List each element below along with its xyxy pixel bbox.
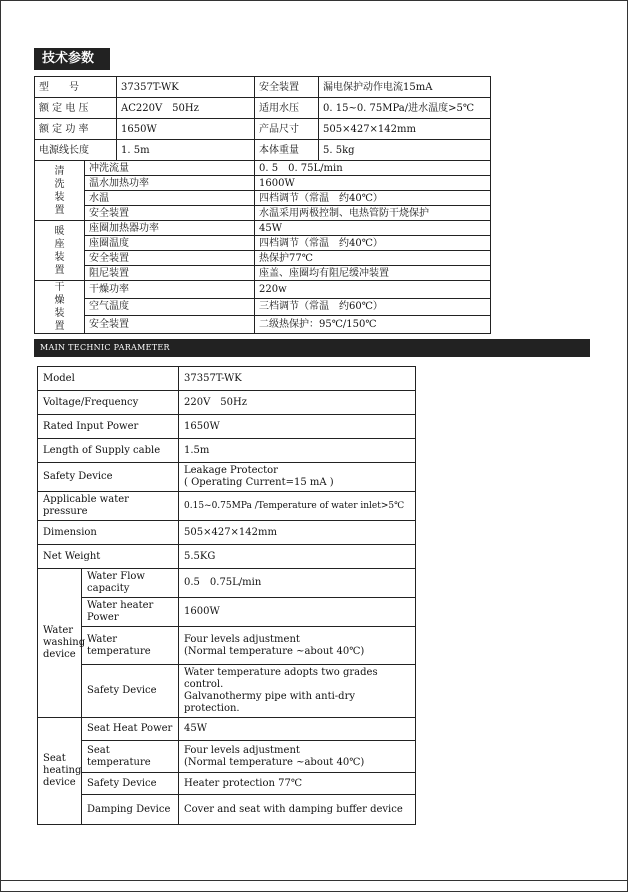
- cell-value: 505×427×142mm: [319, 119, 491, 140]
- table-row: [35, 176, 491, 191]
- cell-label: 产品尺寸: [255, 119, 319, 140]
- table-row: [38, 463, 416, 492]
- cell-value: 5.5KG: [179, 545, 416, 569]
- table-row: [38, 569, 416, 598]
- cell-label: 冲洗流量: [85, 161, 255, 176]
- cell-value: 水温采用两极控制、电热管防干烧保护: [255, 206, 491, 221]
- cell-value: 220V 50Hz: [179, 391, 416, 415]
- cell-label: 适用水压: [255, 98, 319, 119]
- cell-label: 本体重量: [255, 140, 319, 161]
- table-row: [35, 206, 491, 221]
- cell-value: 5. 5kg: [319, 140, 491, 161]
- table-row: [38, 773, 416, 795]
- cell-value: 505×427×142mm: [179, 521, 416, 545]
- cell-label: Seat temperature: [82, 741, 179, 773]
- cell-value: 45W: [255, 221, 491, 236]
- cell-value: 0.5 0.75L/min: [179, 569, 416, 598]
- cell-label-line: pressure: [43, 506, 88, 517]
- table-row: [35, 316, 491, 334]
- group-label-line: Seat: [43, 753, 66, 764]
- group-label-line: device: [43, 777, 76, 788]
- cell-value: 0. 5 0. 75L/min: [255, 161, 491, 176]
- cell-label: Damping Device: [82, 795, 179, 825]
- cell-value: 1600W: [179, 598, 416, 627]
- cell-label: Voltage/Frequency: [38, 391, 179, 415]
- group-label-line: heating: [43, 765, 82, 776]
- cell-value: 37357T-WK: [179, 367, 416, 391]
- cell-label: 座圈温度: [85, 236, 255, 251]
- table-row: [35, 236, 491, 251]
- cell-value: 漏电保护动作电流15mA: [319, 77, 491, 98]
- table-row: [35, 98, 491, 119]
- cell-label: 温水加热功率: [85, 176, 255, 191]
- cell-value-line: (Normal temperature ~about 40℃): [184, 645, 365, 657]
- table-row: [35, 221, 491, 236]
- cell-value-line: Water temperature adopts two grades control.: [184, 667, 378, 690]
- cell-label: Rated Input Power: [38, 415, 179, 439]
- cell-label: Dimension: [38, 521, 179, 545]
- table-row: [38, 367, 416, 391]
- cell-label-line: Applicable water: [43, 494, 129, 505]
- cell-label: 座圈加热器功率: [85, 221, 255, 236]
- cell-label: 空气温度: [85, 298, 255, 316]
- table-row: [38, 718, 416, 741]
- table-row: [38, 598, 416, 627]
- cell-value: 1650W: [117, 119, 255, 140]
- group-label-line: washing: [43, 637, 86, 648]
- cell-value: Heater protection 77℃: [179, 773, 416, 795]
- cell-label: 安全装置: [85, 206, 255, 221]
- table-row: [38, 795, 416, 825]
- group-label-seat-heating: [38, 718, 82, 825]
- group-label-line: Water: [43, 625, 74, 636]
- cell-value-line: Four levels adjustment: [184, 744, 300, 756]
- cell-label: Model: [38, 367, 179, 391]
- table-row: [35, 161, 491, 176]
- cell-value-line: Leakage Protector: [184, 465, 278, 476]
- table-row: [38, 627, 416, 665]
- cell-label: Safety Device: [82, 773, 179, 795]
- cell-value: [179, 627, 416, 665]
- table-row: [35, 298, 491, 316]
- cell-label: Seat Heat Power: [82, 718, 179, 741]
- table-row: [35, 281, 491, 299]
- cell-label: Length of Supply cable: [38, 439, 179, 463]
- cell-label: 额 定 电 压: [35, 98, 117, 119]
- cell-value: 四档调节（常温 约40℃）: [255, 191, 491, 206]
- cell-label: Net Weight: [38, 545, 179, 569]
- table-row: [38, 492, 416, 521]
- table-row: [38, 545, 416, 569]
- cell-label: 电源线长度: [35, 140, 117, 161]
- table-row: [35, 77, 491, 98]
- table-row: [38, 415, 416, 439]
- table-row: [38, 439, 416, 463]
- cell-label: Safety Device: [38, 463, 179, 492]
- cell-value-line: Four levels adjustment: [184, 633, 300, 645]
- table-row: [35, 191, 491, 206]
- cell-label: Water temperature: [82, 627, 179, 665]
- cell-value-line: ( Operating Current=15 mA ): [184, 477, 334, 488]
- cell-label: 干燥功率: [85, 281, 255, 299]
- table-row: [38, 741, 416, 773]
- cell-value: 220w: [255, 281, 491, 299]
- table-row: [38, 521, 416, 545]
- cell-value: 45W: [179, 718, 416, 741]
- group-label-seat: 暖座装置: [35, 221, 85, 281]
- cell-label: [38, 492, 179, 521]
- cn-section-header: 技术参数: [34, 48, 110, 70]
- group-label-water-washing: [38, 569, 86, 718]
- en-section-header: MAIN TECHNIC PARAMETER: [34, 339, 590, 357]
- cn-spec-table: [34, 76, 491, 334]
- cell-value: [179, 665, 416, 718]
- cell-value-line: (Normal temperature ~about 40℃): [184, 756, 365, 768]
- cell-value-line: Galvanothermy pipe with anti-dry protection.: [184, 691, 356, 714]
- cell-value: 热保护77℃: [255, 251, 491, 266]
- cell-label: Water heater Power: [82, 598, 179, 627]
- en-spec-table: [37, 366, 416, 825]
- cell-value: 0.15~0.75MPa /Temperature of water inlet>5℃: [179, 492, 416, 521]
- table-row: [35, 119, 491, 140]
- cell-label: 安全装置: [255, 77, 319, 98]
- cell-label: 型 号: [35, 77, 117, 98]
- cell-label: Safety Device: [82, 665, 179, 718]
- cell-value: 二级热保护：95℃/150℃: [255, 316, 491, 334]
- cell-value: [179, 463, 416, 492]
- table-row: [35, 140, 491, 161]
- cell-value: 四档调节（常温 约40℃）: [255, 236, 491, 251]
- group-label-washing: 清洗装置: [35, 161, 85, 221]
- cell-label: Water Flow capacity: [82, 569, 179, 598]
- cell-value: AC220V 50Hz: [117, 98, 255, 119]
- table-row: [35, 251, 491, 266]
- cell-label: 安全装置: [85, 316, 255, 334]
- cell-label: 额 定 功 率: [35, 119, 117, 140]
- cell-value: 座盖、座圈均有阻尼缓冲装置: [255, 266, 491, 281]
- table-row: [35, 266, 491, 281]
- cell-value: 1600W: [255, 176, 491, 191]
- cell-value: Cover and seat with damping buffer device: [179, 795, 416, 825]
- cell-value: 1.5m: [179, 439, 416, 463]
- table-row: [38, 665, 416, 718]
- group-label-line: device: [43, 649, 76, 660]
- cell-value: 1650W: [179, 415, 416, 439]
- cell-value: [179, 741, 416, 773]
- cell-label: 水温: [85, 191, 255, 206]
- cell-value: 三档调节（常温 约60℃）: [255, 298, 491, 316]
- group-label-drying: 干燥装置: [35, 281, 85, 334]
- footer-rule: [0, 880, 628, 881]
- cell-value: 37357T-WK: [117, 77, 255, 98]
- cell-label: 阻尼装置: [85, 266, 255, 281]
- cell-label: 安全装置: [85, 251, 255, 266]
- cell-value: 1. 5m: [117, 140, 255, 161]
- table-row: [38, 391, 416, 415]
- cell-value: 0. 15~0. 75MPa/进水温度>5℃: [319, 98, 491, 119]
